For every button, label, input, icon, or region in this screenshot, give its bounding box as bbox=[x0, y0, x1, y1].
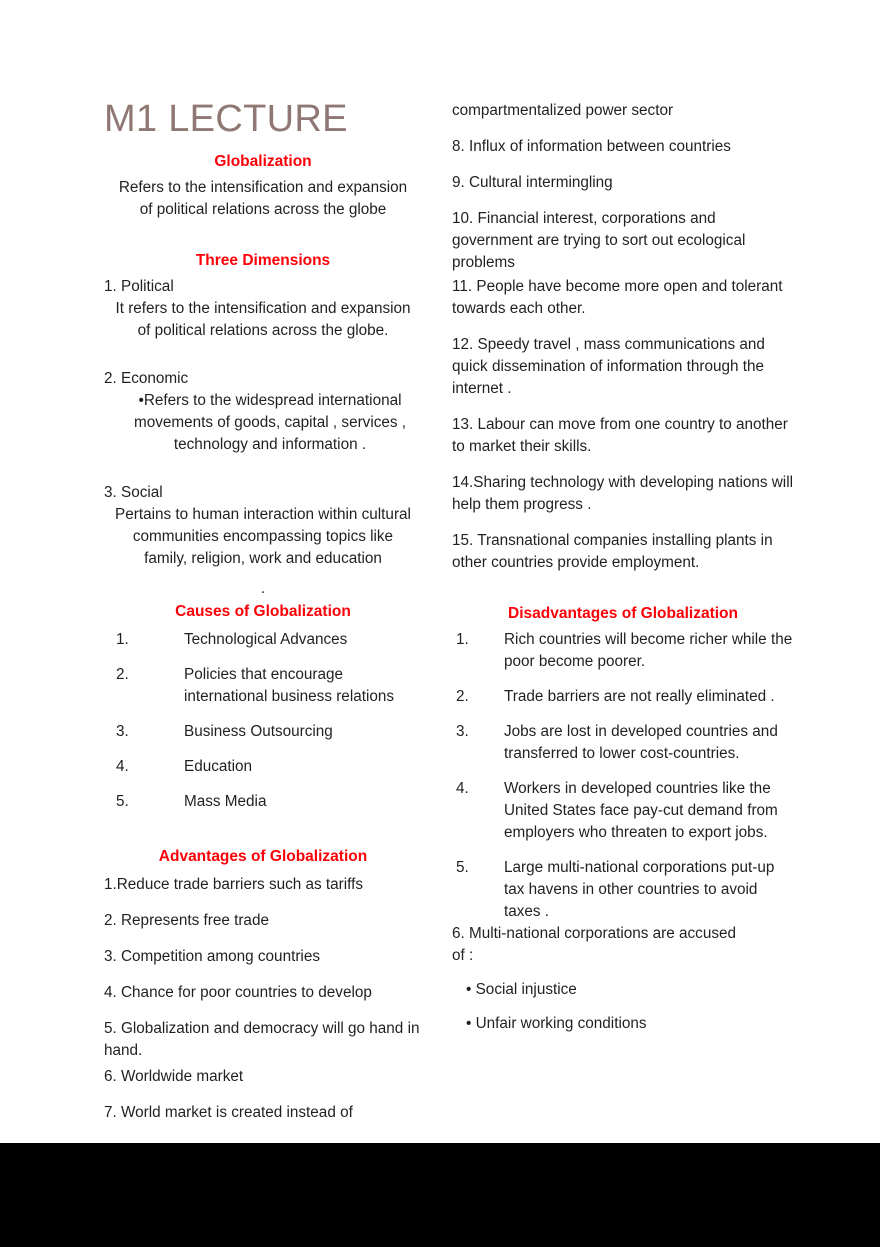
section-advantages-continued bbox=[452, 100, 794, 574]
advantages-item-1: 1.Reduce trade barriers such as tariffs bbox=[104, 876, 364, 894]
disadvantages-item-text: Workers in developed countries like the United States face pay-cut demand from employers who threaten to export jobs. bbox=[504, 780, 778, 842]
dimension-social bbox=[104, 482, 422, 598]
advantages-item-5: 5. Globalization and democracy will go hand in hand. bbox=[104, 1020, 420, 1060]
heading-disadvantages-of-globalization: Disadvantages of Globalization bbox=[508, 605, 738, 623]
advantages-item-8: 8. Influx of information between countries bbox=[452, 138, 731, 156]
disadvantages-sub-bullet-2: • Unfair working conditions bbox=[466, 1015, 647, 1033]
disadvantages-item-text: Large multi-national corporations put-up tax havens in other countries to avoid taxes . bbox=[504, 859, 775, 921]
disadvantages-item-text: Jobs are lost in developed countries and transferred to lower cost-countries. bbox=[504, 723, 778, 763]
dimension-social-trailing-period: . bbox=[260, 580, 266, 598]
footer-black-bar bbox=[0, 1143, 880, 1247]
advantages-item-6: 6. Worldwide market bbox=[104, 1068, 244, 1086]
causes-item-number: 2. bbox=[116, 666, 129, 684]
list-item bbox=[104, 664, 422, 708]
left-column bbox=[0, 0, 440, 1124]
list-item bbox=[452, 721, 794, 765]
globalization-definition-line-2: of political relations across the globe bbox=[139, 200, 387, 218]
section-advantages bbox=[104, 847, 422, 1124]
advantages-item-13: 13. Labour can move from one country to another to market their skills. bbox=[452, 416, 788, 456]
disadvantages-sub-bullet-1: • Social injustice bbox=[466, 981, 577, 999]
disadvantages-item-number: 4. bbox=[456, 780, 469, 798]
causes-item-text: Mass Media bbox=[184, 793, 267, 811]
list-item bbox=[104, 721, 422, 743]
disadvantages-item-6-line-2: of : bbox=[452, 947, 474, 965]
heading-globalization: Globalization bbox=[214, 153, 312, 170]
dimension-political-line-2: of political relations across the globe. bbox=[137, 321, 389, 339]
globalization-definition-line-1: Refers to the intensification and expansion bbox=[118, 178, 408, 196]
section-globalization bbox=[104, 152, 422, 221]
advantages-item-10: 10. Financial interest, corporations and government are trying to sort out ecological problems bbox=[452, 210, 746, 272]
advantages-item-7-continuation: compartmentalized power sector bbox=[452, 102, 674, 119]
disadvantages-item-6-line-1: 6. Multi-national corporations are accused bbox=[452, 925, 736, 943]
causes-item-text: Business Outsourcing bbox=[184, 723, 333, 741]
dimension-social-text bbox=[104, 504, 422, 570]
advantages-item-11: 11. People have become more open and tolerant towards each other. bbox=[452, 278, 783, 318]
dimension-political-label: 1. Political bbox=[104, 277, 174, 295]
causes-item-number: 4. bbox=[116, 758, 129, 776]
causes-item-number: 1. bbox=[116, 631, 129, 649]
dimension-political-text bbox=[104, 298, 422, 342]
dimension-political-line-1: It refers to the intensification and expansion bbox=[115, 299, 411, 317]
list-item bbox=[104, 791, 422, 813]
disadvantages-item-number: 5. bbox=[456, 859, 469, 877]
dimension-economic-line-3: technology and information . bbox=[173, 435, 367, 453]
causes-item-number: 5. bbox=[116, 793, 129, 811]
advantages-item-3: 3. Competition among countries bbox=[104, 948, 320, 966]
disadvantages-item-number: 1. bbox=[456, 631, 469, 649]
causes-item-number: 3. bbox=[116, 723, 129, 741]
list-item bbox=[452, 778, 794, 844]
dimension-political bbox=[104, 276, 422, 342]
section-causes bbox=[104, 602, 422, 813]
dimension-social-line-1: Pertains to human interaction within cultural bbox=[115, 506, 411, 523]
dimension-economic-line-2: movements of goods, capital , services , bbox=[133, 413, 407, 431]
advantages-item-7: 7. World market is created instead of bbox=[104, 1104, 353, 1122]
causes-item-text: Technological Advances bbox=[184, 631, 348, 649]
dimension-social-line-3: family, religion, work and education bbox=[144, 550, 382, 568]
disadvantages-item-number: 3. bbox=[456, 723, 469, 741]
section-three-dimensions bbox=[104, 251, 422, 598]
causes-item-text: Education bbox=[184, 758, 253, 776]
disadvantages-item-number: 2. bbox=[456, 688, 469, 706]
list-item bbox=[452, 857, 794, 923]
dimension-social-label: 3. Social bbox=[104, 483, 163, 501]
page-title: M1 LECTURE bbox=[104, 98, 348, 140]
advantages-item-4: 4. Chance for poor countries to develop bbox=[104, 984, 372, 1002]
advantages-item-15: 15. Transnational companies installing plants in other countries provide employment. bbox=[452, 532, 773, 572]
causes-list bbox=[104, 629, 422, 813]
list-item bbox=[104, 756, 422, 778]
advantages-item-12: 12. Speedy travel , mass communications and quick dissemination of information through the internet . bbox=[452, 336, 765, 398]
disadvantages-item-text: Rich countries will become richer while the poor become poorer. bbox=[504, 631, 793, 671]
advantages-item-14: 14.Sharing technology with developing nations will help them progress . bbox=[452, 474, 793, 514]
section-disadvantages bbox=[452, 604, 794, 1035]
right-column bbox=[440, 0, 880, 1124]
globalization-definition bbox=[104, 177, 422, 221]
heading-advantages-of-globalization: Advantages of Globalization bbox=[158, 848, 368, 866]
disadvantages-list bbox=[452, 629, 794, 923]
list-item bbox=[104, 629, 422, 651]
dimension-social-line-2: communities encompassing topics like bbox=[132, 528, 394, 546]
dimension-economic-label: 2. Economic bbox=[104, 369, 189, 387]
advantages-item-9: 9. Cultural intermingling bbox=[452, 174, 613, 192]
list-item bbox=[452, 629, 794, 673]
dimension-economic-text bbox=[104, 390, 422, 456]
dimension-economic bbox=[104, 368, 422, 456]
advantages-item-2: 2. Represents free trade bbox=[104, 912, 269, 930]
dimension-economic-line-1: •Refers to the widespread international bbox=[138, 391, 402, 409]
heading-causes-of-globalization: Causes of Globalization bbox=[175, 603, 351, 621]
list-item bbox=[452, 686, 794, 708]
causes-item-text: Policies that encourage international business relations bbox=[184, 666, 395, 706]
disadvantages-item-text: Trade barriers are not really eliminated . bbox=[504, 688, 775, 706]
heading-three-dimensions: Three Dimensions bbox=[195, 251, 331, 269]
